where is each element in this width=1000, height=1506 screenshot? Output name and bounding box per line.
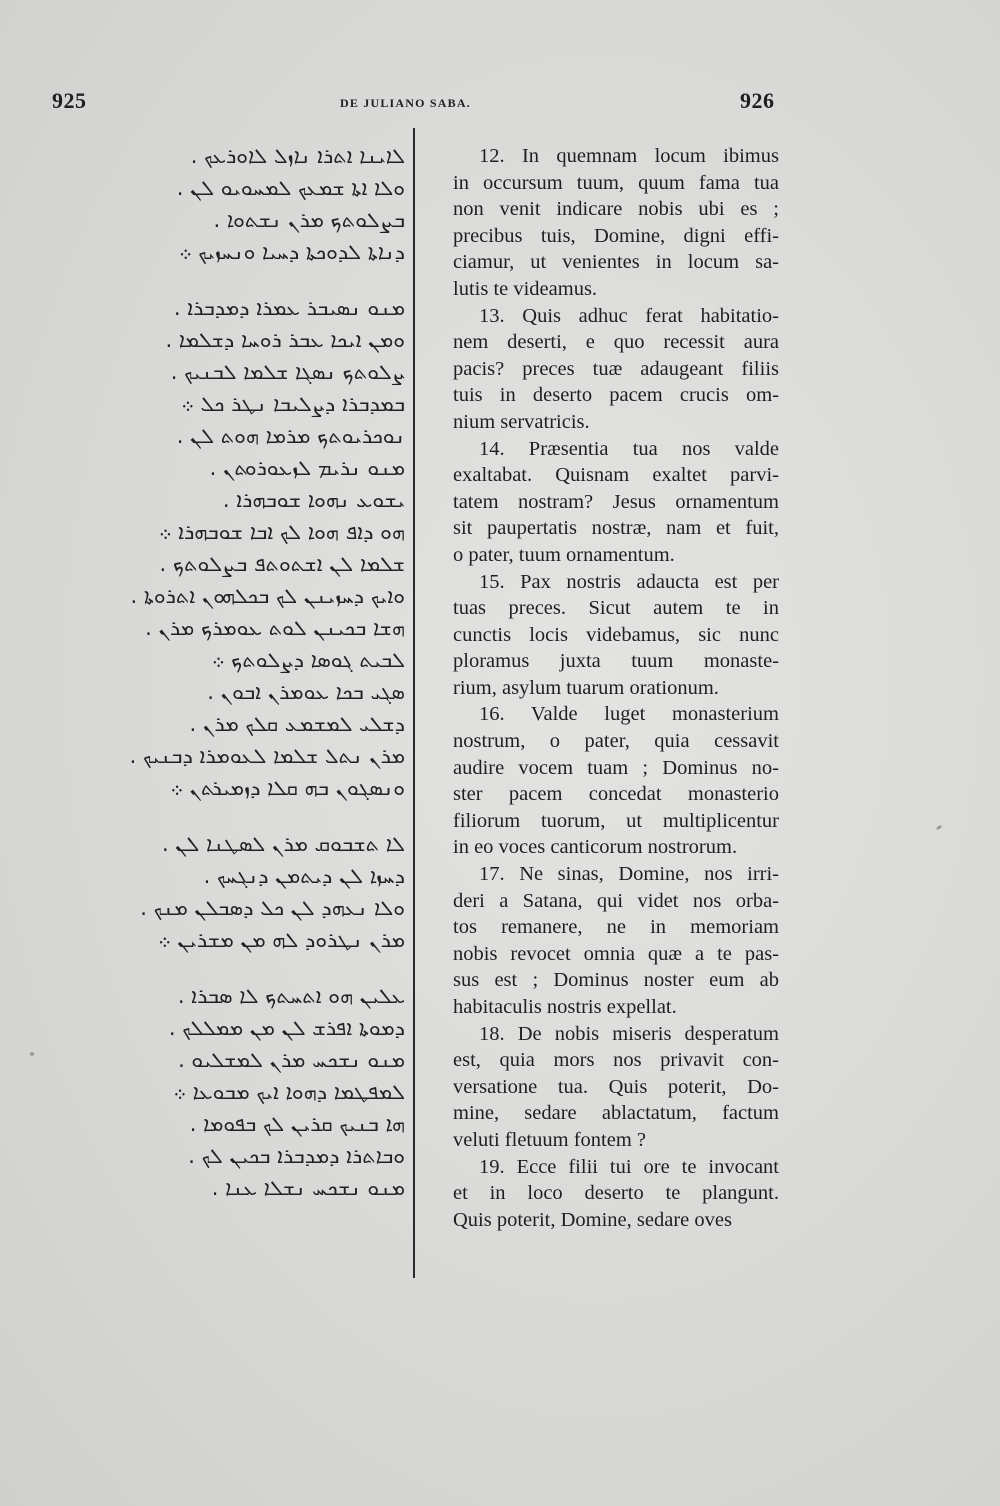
syriac-verse-line: ܘܠܐ ܐܬܐ ܫܡܥܟ ܠܡܚܘܝܘ ܠܢ .	[176, 176, 405, 200]
latin-line: nostrum, o pater, quia cessavit	[453, 730, 779, 753]
syriac-verse-line: ܕܢܐܬܐ ܠܕܘܟܬܐ ܕܚܝܐ ܘܢܚܙܝܟ ܀	[178, 240, 405, 264]
syriac-verse-line: ܗܘ ܕܐܦ ܗܘܐ ܠܟ ܐܒܐ ܫܘܒܗܪܐ ܀	[158, 520, 405, 544]
latin-line: o pater, tuum ornamentum.	[453, 543, 675, 566]
syriac-verse-line: ܒܨܠܘܬܟ ܡܪܢ ܢܫܬܘܐ .	[213, 208, 405, 232]
stanza-gap	[40, 804, 405, 828]
latin-line: tuas preces. Sicut autem te in	[453, 597, 779, 620]
latin-line: tatem nostram? Jesus ornamentum	[453, 490, 779, 513]
latin-line: ciamur, ut venientes in locum sa-	[453, 251, 779, 274]
latin-line: habitaculis nostris expellat.	[453, 996, 677, 1018]
latin-line: in occursum tuum, quum fama tua	[453, 171, 779, 194]
latin-paragraph	[427, 436, 779, 569]
latin-line: mine, sedare ablactatum, factum	[453, 1102, 779, 1125]
latin-line: nem deserti, e quo recessit aura	[453, 331, 779, 354]
column-divider	[413, 128, 415, 1278]
syriac-verse-line: ܘܡܢ ܐܝܟܐ ܥܒܪ ܪܘܚܐ ܕܫܠܡܐ .	[165, 328, 405, 352]
syriac-verse-line: ܗܐ ܒܢܝܟ ܩܪܝܢ ܠܟ ܒܦܘܡܐ .	[189, 1112, 405, 1136]
latin-paragraph	[427, 861, 779, 1021]
syriac-verse-line: ܒܡܕܒܪܐ ܕܨܠܝܒܐ ܢܛܪ ܟܠ ܀	[181, 392, 405, 416]
syriac-verse-line: ܠܐܝܢܐ ܐܬܪܐ ܢܐܙܠ ܠܐܘܪܥܟ .	[190, 144, 405, 168]
latin-line: nium servatricis.	[453, 410, 590, 433]
latin-line: 14. Præsentia tua nos valde	[479, 437, 779, 460]
syriac-verse-line: ܘܒܐܬܪܐ ܕܡܕܒܪܐ ܒܟܝܢ ܠܟ .	[188, 1144, 405, 1168]
page-header	[0, 88, 1000, 118]
latin-line: tos remanere, ne in memoriam	[453, 916, 779, 939]
latin-line: 18. De nobis miseris desperatum	[479, 1022, 779, 1045]
latin-line: in eo voces canticorum nostrorum.	[453, 836, 738, 859]
syriac-verse-line: ܕܡܘܬܐ ܐܦܪܫ ܠܢ ܡܢ ܡܡܠܠܟ .	[168, 1016, 405, 1040]
latin-line: tuis in deserto pacem crucis om-	[453, 384, 779, 407]
syriac-verse-line: ܕܚܙܐ ܠܢ ܕܝܬܡܢ ܕܢܓܚܟ .	[203, 864, 405, 888]
latin-line: veluti fletuum fontem ?	[453, 1128, 646, 1151]
latin-line: rium, asylum tuarum orationum.	[453, 676, 719, 699]
right-page-number: 926	[740, 88, 775, 113]
syriac-verse-line: ܘܢܣܓܘܢ ܒܗ ܩܠܐ ܕܙܡܝܪܬܢ ܀	[170, 776, 405, 800]
latin-line: cunctis locis videbamus, sic nunc	[453, 623, 779, 646]
latin-line: exaltabat. Quisnam exaltet parvi-	[453, 464, 779, 487]
syriac-verse-line: ܠܐ ܬܫܒܘܩ ܡܪܢ ܠܣܛܢܐ ܠܢ .	[161, 832, 405, 856]
paper-speck	[30, 1052, 34, 1056]
latin-line: ster pacem concedat monasterio	[453, 783, 779, 806]
syriac-verse-line: ܡܢܘ ܢܪܝܡ ܠܙܥܘܪܘܬܢ .	[209, 456, 405, 480]
syriac-verse-line: ܡܢܘ ܢܫܟܚ ܡܪܢ ܠܡܫܠܝܘ .	[178, 1048, 405, 1072]
latin-line: audire vocem tuam ; Dominus no-	[453, 756, 779, 779]
latin-line: 15. Pax nostris adaucta est per	[479, 570, 779, 593]
latin-line: 16. Valde luget monasterium	[479, 703, 779, 726]
syriac-column	[40, 140, 405, 1204]
latin-column	[427, 143, 779, 1233]
latin-paragraph	[427, 701, 779, 861]
syriac-verse-line: ܣܓܝ ܒܟܐ ܥܘܡܪܢ ܐܒܘܢ .	[207, 680, 405, 704]
latin-paragraph	[427, 143, 779, 303]
latin-line: sit paupertatis nostræ, nam et fuit,	[453, 517, 779, 540]
latin-line: deri a Satana, qui videt nos orba-	[453, 889, 779, 912]
latin-line: Quis poterit, Domine, sedare oves	[453, 1208, 732, 1231]
syriac-verse-line: ܡܪܢ ܢܛܪܘܕ ܠܗ ܡܢ ܡܫܪܝܢ ܀	[158, 928, 405, 952]
latin-line: pacis? preces tuæ adaugeant filiis	[453, 357, 779, 380]
syriac-verse-line: ܘܐܝܟ ܕܚܙܝܢܢ ܠܟ ܒܟܠܗܘܢ ܐܬܪܘܬܐ .	[130, 584, 405, 608]
latin-line: 17. Ne sinas, Domine, nos irri-	[479, 863, 779, 886]
stanza-gap	[40, 956, 405, 980]
syriac-verse-line: ܡܢܘ ܢܫܟܚ ܢܫܠܐ ܥܢܐ .	[211, 1176, 405, 1200]
syriac-verse-line: ܕܫܠܝ ܠܡܫܡܥ ܩܠܟ ܡܪܢ .	[189, 712, 405, 736]
stanza-gap	[40, 268, 405, 292]
latin-line: non venit indicare nobis ubi es ;	[453, 198, 779, 221]
syriac-verse-line: ܠܒܝܬ ܓܘܣܐ ܕܨܠܘܬܟ ܀	[211, 648, 405, 672]
syriac-verse-line: ܥܠܝܢ ܗܘ ܐܬܚܬܟ ܠܐ ܣܒܪܐ .	[177, 984, 405, 1008]
latin-paragraph	[427, 1154, 779, 1234]
syriac-verse-line: ܢܘܟܪܝܘܬܟ ܡܪܡܐ ܗܘܬ ܠܢ .	[176, 424, 405, 448]
latin-line: 12. In quemnam locum ibimus	[479, 145, 779, 167]
syriac-verse-line: ܫܠܡܐ ܠܢ ܐܫܬܘܬܦ ܒܨܠܘܬܟ .	[159, 552, 405, 576]
latin-paragraph	[427, 569, 779, 702]
syriac-verse-line: ܡܪܢ ܢܬܠ ܫܠܡܐ ܠܥܘܡܪܐ ܕܒܢܝܟ .	[129, 744, 405, 768]
latin-line: et in loco deserto te plangunt.	[453, 1182, 779, 1205]
syriac-verse-line: ܗܫܐ ܒܟܝܢܢ ܠܘܬ ܥܘܡܪܟ ܡܪܢ .	[145, 616, 405, 640]
left-page-number: 925	[52, 88, 87, 113]
latin-line: 13. Quis adhuc ferat habitatio-	[479, 304, 779, 327]
latin-line: ploramus juxta tuum monaste-	[453, 650, 779, 673]
latin-paragraph	[427, 1021, 779, 1154]
paper-speck	[936, 825, 943, 831]
latin-line: sus est ; Dominus noster eum ab	[453, 969, 779, 992]
latin-line: versatione tua. Quis poterit, Do-	[453, 1075, 779, 1098]
latin-line: 19. Ecce filii tui ore te invocant	[479, 1155, 779, 1178]
latin-paragraph	[427, 303, 779, 436]
syriac-verse-line: ܠܡܦܛܡܐ ܕܗܘܐ ܐܝܟ ܡܒܘܥܐ ܀	[173, 1080, 405, 1104]
latin-line: filiorum tuorum, ut multiplicentur	[453, 809, 779, 832]
latin-line: nobis revocet omnia quæ a te pas-	[453, 942, 779, 965]
latin-line: lutis te videamus.	[453, 277, 598, 300]
syriac-verse-line: ܝܫܘܥ ܢܗܘܐ ܫܘܒܗܪܐ .	[222, 488, 405, 512]
syriac-verse-line: ܘܠܐ ܢܥܗܕ ܠܢ ܟܠ ܕܣܒܠܢ ܡܢܟ .	[140, 896, 405, 920]
latin-line: est, quia mors nos privavit con-	[453, 1049, 779, 1072]
latin-line: precibus tuis, Domine, digni effi-	[453, 224, 779, 247]
running-head: DE JULIANO SABA.	[340, 96, 471, 110]
syriac-verse-line: ܨܠܘܬܟ ܢܣܓܐ ܫܠܡܐ ܠܒܢܝܟ .	[170, 360, 405, 384]
syriac-verse-line: ܡܢܘ ܢܣܝܒܪ ܥܡܪܐ ܕܡܕܒܪܐ .	[173, 296, 405, 320]
